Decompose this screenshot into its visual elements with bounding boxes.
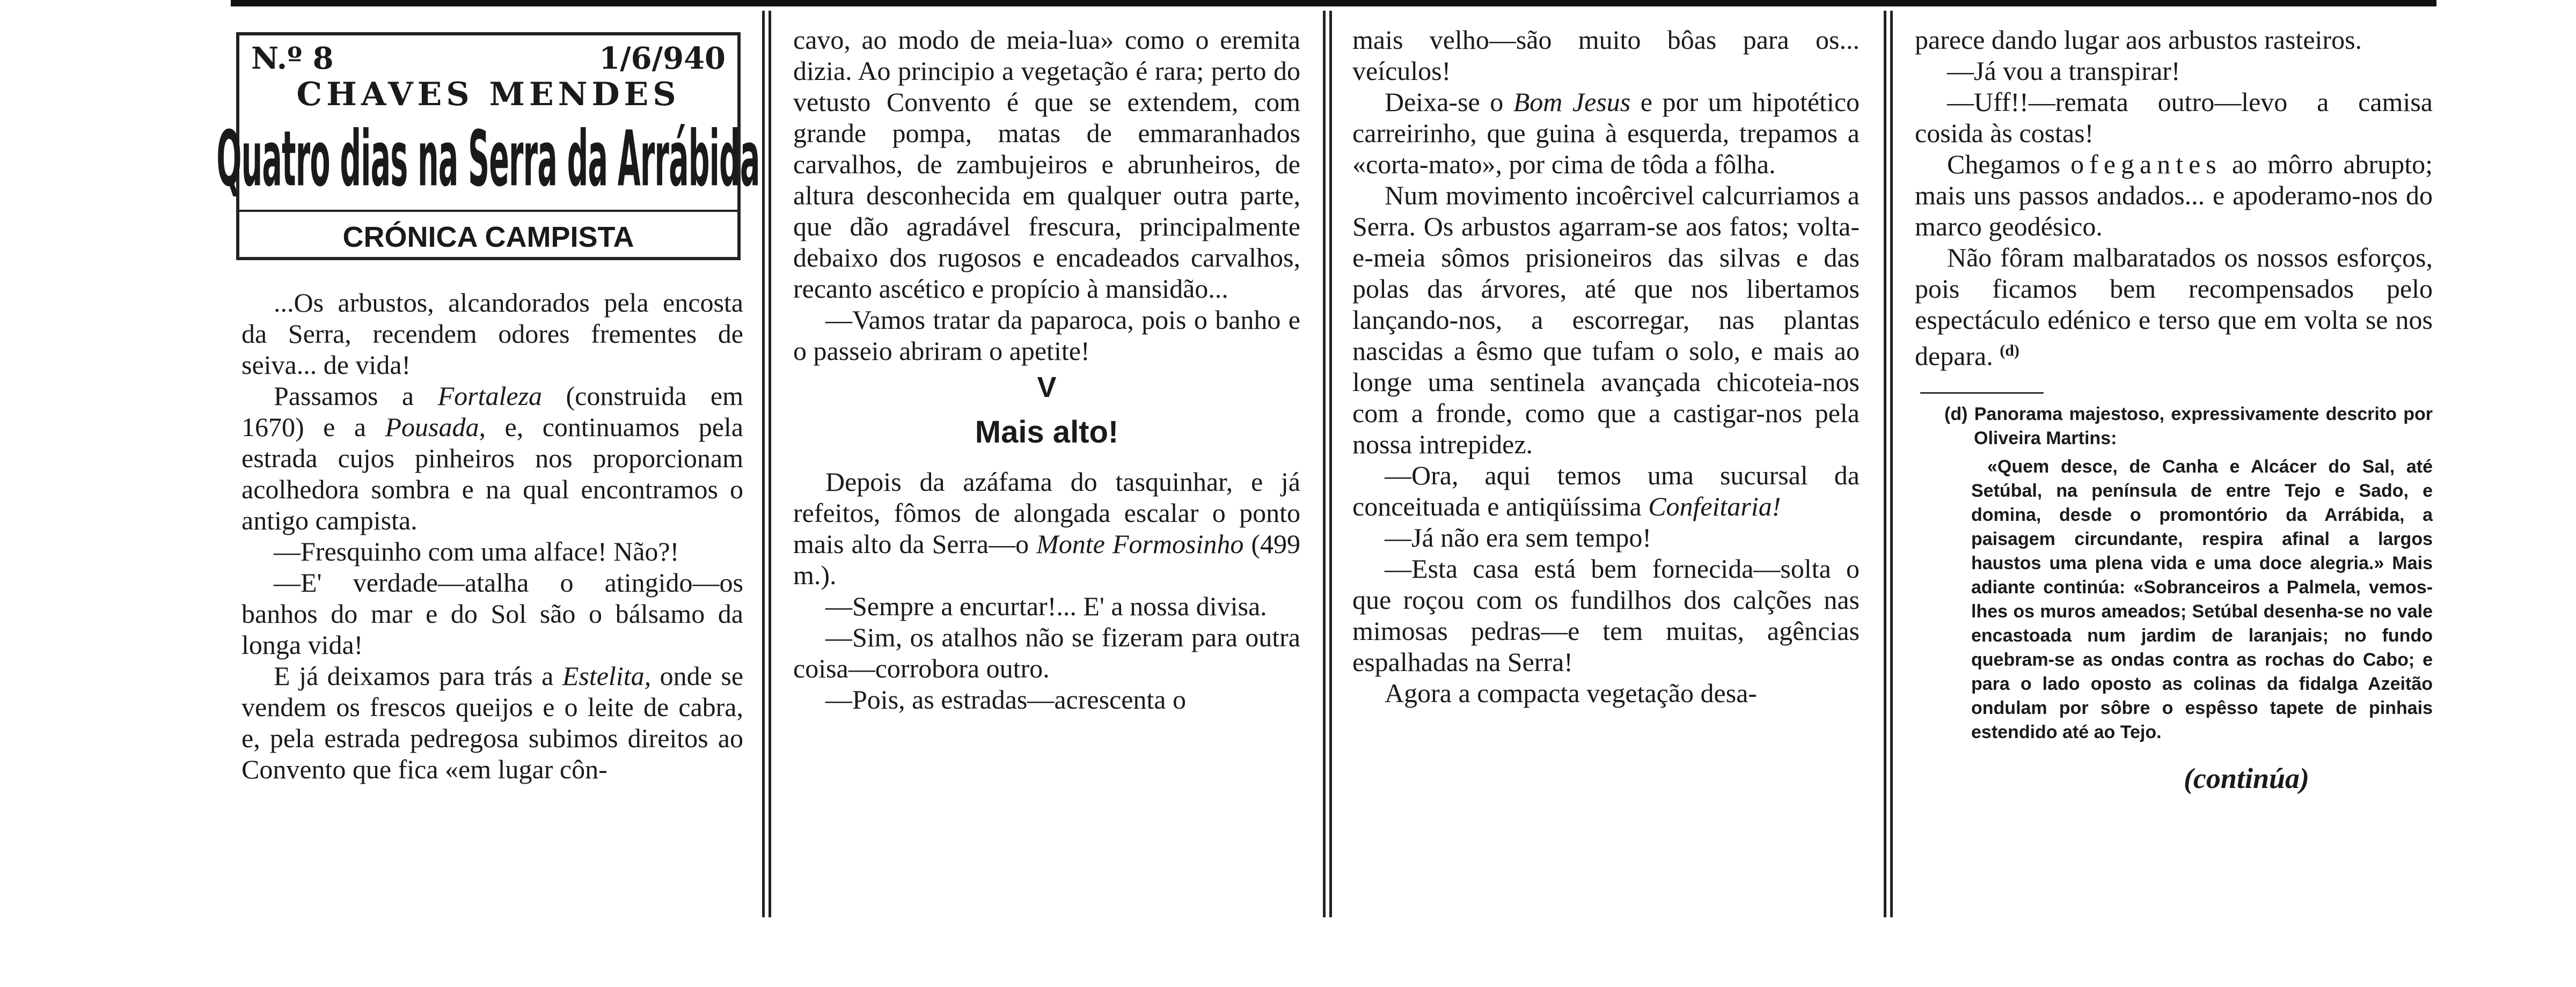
paragraph: —Já vou a transpirar!: [1947, 56, 2180, 86]
paragraph: Depois da azáfama do tasquinhar, e já refeitos, fômos de alongada escalar o ponto mais alto da Serra—o Monte Formosinho (499 m.).: [793, 467, 1300, 590]
paragraph: parece dando lugar aos arbustos rasteiros.: [1915, 25, 2362, 55]
text-column-1: [241, 287, 743, 785]
paragraph: —Ora, aqui temos uma sucursal da conceituada e antiqüíssima Confeitaria!: [1352, 460, 1860, 521]
paragraph: —Vamos tratar da paparoca, pois o banho e o passeio abriram o apetite!: [793, 305, 1300, 366]
footnote-rule: [1920, 392, 2044, 394]
footnote-head: (d) Panorama majestoso, expressivamente descrito por Oliveira Martins:: [1944, 403, 2433, 448]
paragraph: cavo, ao modo de meia-lua» como o eremita dizia. Ao principio a vegetação é rara; perto do vetusto Convento é que se extendem, com grande pompa, matas de emmaranhados carvalhos, de zambujeiros e abrunheiros, de altura desconhecida em qualquer outra parte, que dão agradável frescura, principalmente debaixo dos rugosos e encadeados carvalhos, recanto ascético e propício à mansidão...: [793, 25, 1300, 304]
paragraph: Não fôram malbaratados os nossos esforços, pois ficamos bem recompensados pelo espectáculo edénico e terso que em volta se nos depara. $^{(d)}$: [1915, 242, 2433, 371]
continued-note: (continúa): [2183, 762, 2309, 794]
header-separator: [239, 210, 737, 212]
footnote-marker: (d): [2000, 342, 2019, 359]
paragraph: Passamos a Fortaleza (construida em 1670) e a Pousada, e, continuamos pela estrada cujos pinheiros nos proporcionam acolhedora sombra e na qual encontramos o antigo campista.: [241, 381, 744, 535]
issue-number: N.º 8: [251, 41, 334, 76]
footnote: [1915, 402, 2433, 745]
text-column-3: [1352, 24, 1860, 709]
paragraph: mais velho—são muito bôas para os... veículos!: [1352, 25, 1860, 86]
paragraph: ...Os arbustos, alcandorados pela encosta da Serra, recendem odores frementes de seiva... de vida!: [241, 288, 743, 380]
top-rule: [231, 0, 2436, 6]
column-divider: [1323, 11, 1326, 917]
paragraph: Chegamos ofegantes ao môrro abrupto; mais uns passos andados... e apoderamo-nos do marco geodésico.: [1915, 149, 2433, 241]
column-divider: [762, 11, 765, 917]
text-column-4: [1915, 24, 2433, 794]
section-number: V: [1037, 371, 1057, 403]
header-line: [251, 41, 726, 76]
paragraph: —Sempre a encurtar!... E' a nossa divisa.: [825, 591, 1267, 621]
paragraph: —Sim, os atalhos não se fizeram para outra coisa—corrobora outro.: [793, 622, 1300, 683]
paragraph: —Pois, as estradas—acrescenta o: [825, 684, 1186, 715]
article-subtitle: CRÓNICA CAMPISTA: [342, 221, 634, 253]
footnote-body: «Quem desce, de Canha e Alcácer do Sal, até Setúbal, na península de entre Tejo e Sado, e domina, desde o promontório da Arrábida, a paisagem circundante, respira afinal a largos haustos uma plena vida e uma doce alegria.» Mais adiante continúa: «Sobranceiros a Palmela, vemos-lhes os muros ameados; Setúbal desenha-se no vale encastoada num jardim de laranjais; no fundo quebram-se as ondas contra as rochas do Cabo; e para o lado oposto as colinas da fidalga Azeitão ondulam por sôbre o espêsso tapete de pinhais estendido até ao Tejo.: [1971, 456, 2433, 742]
section-title: Mais alto!: [975, 415, 1119, 450]
issue-date: 1/6/940: [599, 41, 726, 76]
column-divider: [1884, 11, 1886, 917]
text-column-2: [793, 24, 1300, 715]
paragraph: —Já não era sem tempo!: [1385, 522, 1652, 553]
paragraph: E já deixamos para trás a Estelita, onde se vendem os frescos queijos e o leite de cabra, e, pela estrada pedregosa subimos direitos ao Convento que fica «em lugar côn-: [241, 661, 744, 784]
article-title: Quatro dias na Serra da Arrábida: [216, 114, 760, 203]
paragraph: —Esta casa está bem fornecida—solta o que roçou com os fundilhos dos calções nas mimosas pedras—e tem muitas, agências espalhadas na Serra!: [1352, 554, 1860, 677]
paragraph: —Fresquinho com uma alface! Não?!: [274, 536, 679, 566]
paragraph: —Uff!!—remata outro—levo a camisa cosida às costas!: [1915, 87, 2433, 148]
paragraph: Agora a compacta vegetação desa-: [1385, 678, 1758, 708]
article-header-box: [216, 32, 760, 260]
paragraph: —E' verdade—atalha o atingido—os banhos do mar e do Sol são o bálsamo da longa vida!: [241, 568, 743, 660]
article-title-wrap: [216, 114, 760, 203]
paragraph: Num movimento incoêrcivel calcurriamos a Serra. Os arbustos agarram-se aos fatos; volta-e-meia sômos prisioneiros das silvas e das polas das árvores, até que nos libertamos lançando-nos, a escorregar, nas plantas nascidas a êsmo que tufam o solo, e mais ao longe uma sentinela avançada chicoteia-nos com a fronde, como que a castigar-nos pela nossa intrepidez.: [1352, 180, 1860, 459]
paragraph: Deixa-se o Bom Jesus e por um hipotético carreirinho, que guina à esquerda, trepamos a «corta-mato», por cima de tôda a fôlha.: [1352, 87, 1860, 179]
author-name: CHAVES MENDES: [296, 76, 680, 113]
